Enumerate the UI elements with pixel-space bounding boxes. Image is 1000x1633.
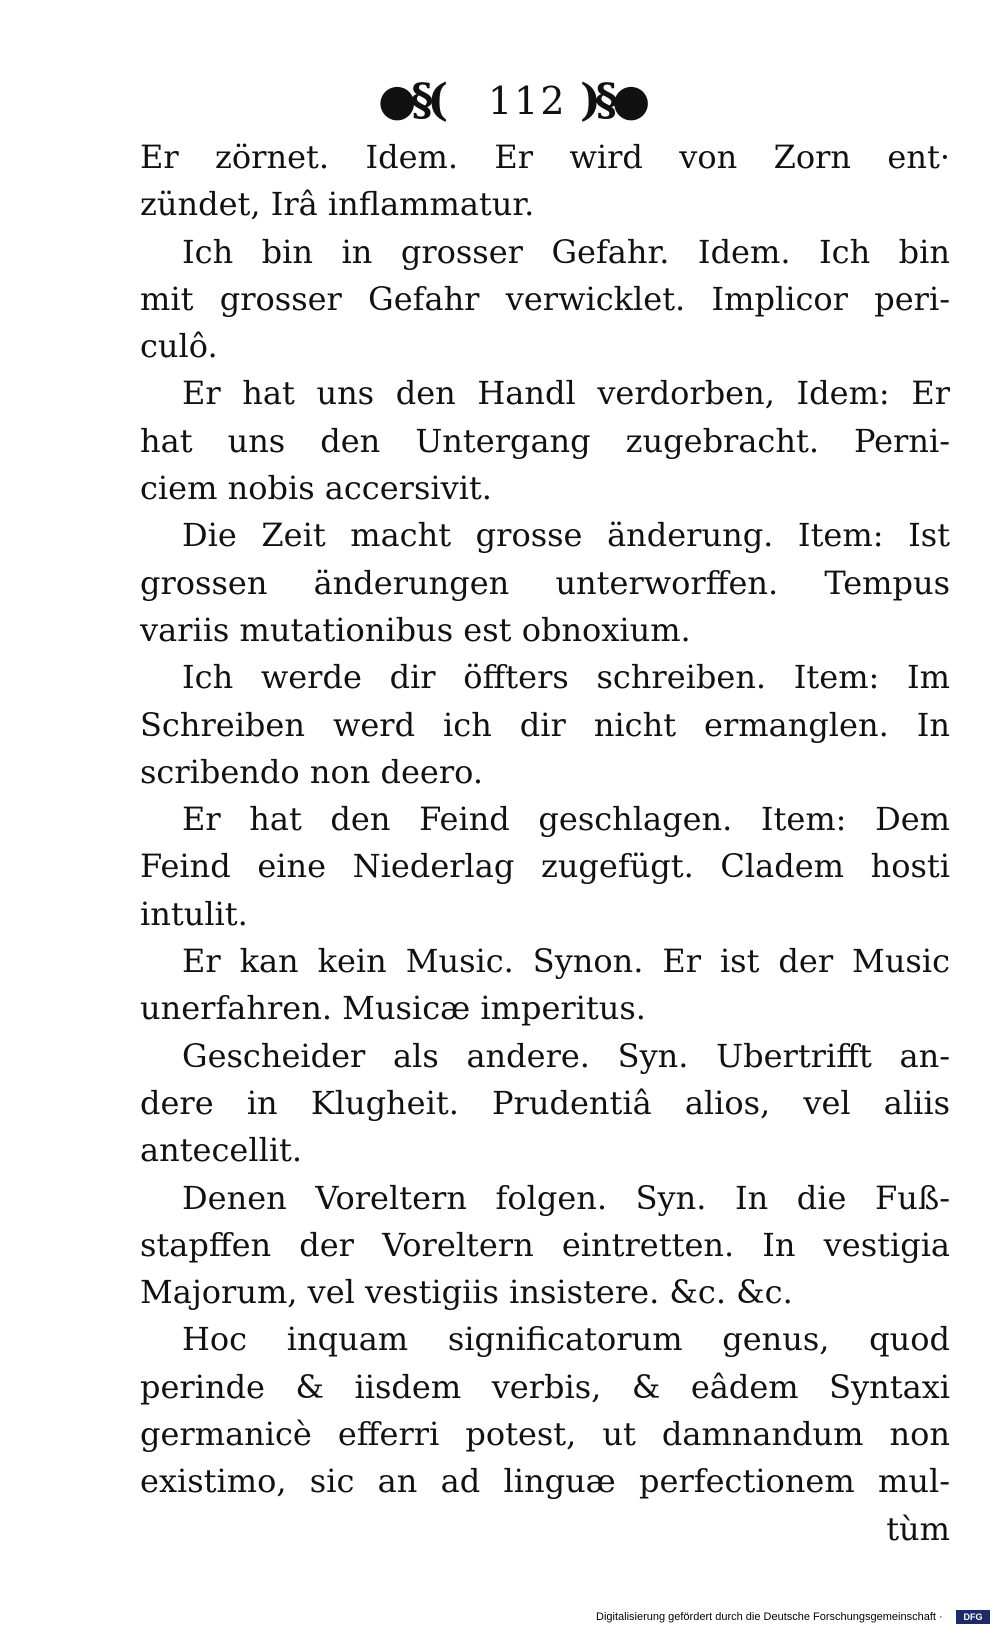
text-line: hat uns den Untergang zugebracht. Perni- [140, 421, 950, 460]
text-line: mit grosser Gefahr verwicklet. Implicor peri- [140, 279, 950, 318]
text-line: Feind eine Niederlag zugefügt. Cladem hosti [140, 847, 950, 886]
text-line: germanicè efferri potest, ut damnandum non [140, 1415, 950, 1454]
text-line: Er hat den Feind geschlagen. Item: Dem [182, 800, 950, 839]
text-line: antecellit. [140, 1131, 303, 1170]
text-line: Er kan kein Music. Synon. Er ist der Music [182, 942, 950, 981]
text-line: Er hat uns den Handl verdorben, Idem: Er [182, 374, 950, 413]
page-body-text [140, 134, 950, 1553]
header-ornament-right: )§● [580, 75, 645, 126]
text-line: grossen änderungen unterworffen. Tempus [140, 563, 950, 602]
text-line: ciem nobis accersivit. [140, 469, 492, 508]
text-line: unerfahren. Musicæ imperitus. [140, 989, 646, 1028]
text-line: scribendo non deero. [140, 752, 484, 791]
text-line: Die Zeit macht grosse änderung. Item: Ist [182, 516, 950, 555]
text-line: Ich bin in grosser Gefahr. Idem. Ich bin [182, 232, 950, 271]
text-line: dere in Klugheit. Prudentiâ alios, vel aliis [140, 1083, 950, 1122]
text-line: Majorum, vel vestigiis insistere. &c. &c. [140, 1273, 793, 1312]
text-line: zündet, Irâ inflammatur. [140, 185, 535, 224]
text-line: Hoc inquam significatorum genus, quod [182, 1320, 950, 1359]
text-line: existimo, sic an ad linguæ perfectionem mul- [140, 1462, 950, 1501]
text-line: variis mutationibus est obnoxium. [140, 610, 691, 649]
page-number: 112 [488, 79, 567, 123]
page-header [0, 72, 1000, 130]
text-line: intulit. [140, 894, 248, 933]
text-line: Er zörnet. Idem. Er wird von Zorn ent· [140, 138, 950, 176]
text-line: stapffen der Voreltern eintretten. In vestigia [140, 1225, 950, 1264]
text-line: Schreiben werd ich dir nicht ermanglen. In [140, 705, 950, 744]
digitization-credit: Digitalisierung gefördert durch die Deutsche Forschungsgemeinschaft · [596, 1611, 943, 1623]
text-line: Ich werde dir öffters schreiben. Item: Im [182, 658, 950, 697]
text-line: Gescheider als andere. Syn. Ubertrifft an- [182, 1036, 950, 1075]
text-line: Denen Voreltern folgen. Syn. In die Fuß- [182, 1178, 950, 1217]
text-line: perinde & iisdem verbis, & eâdem Syntaxi [140, 1367, 950, 1406]
header-ornament-left: ●§( [378, 75, 443, 126]
text-line: tùm [886, 1509, 950, 1548]
dfg-logo: DFG [956, 1610, 990, 1624]
text-line: culô. [140, 327, 218, 366]
